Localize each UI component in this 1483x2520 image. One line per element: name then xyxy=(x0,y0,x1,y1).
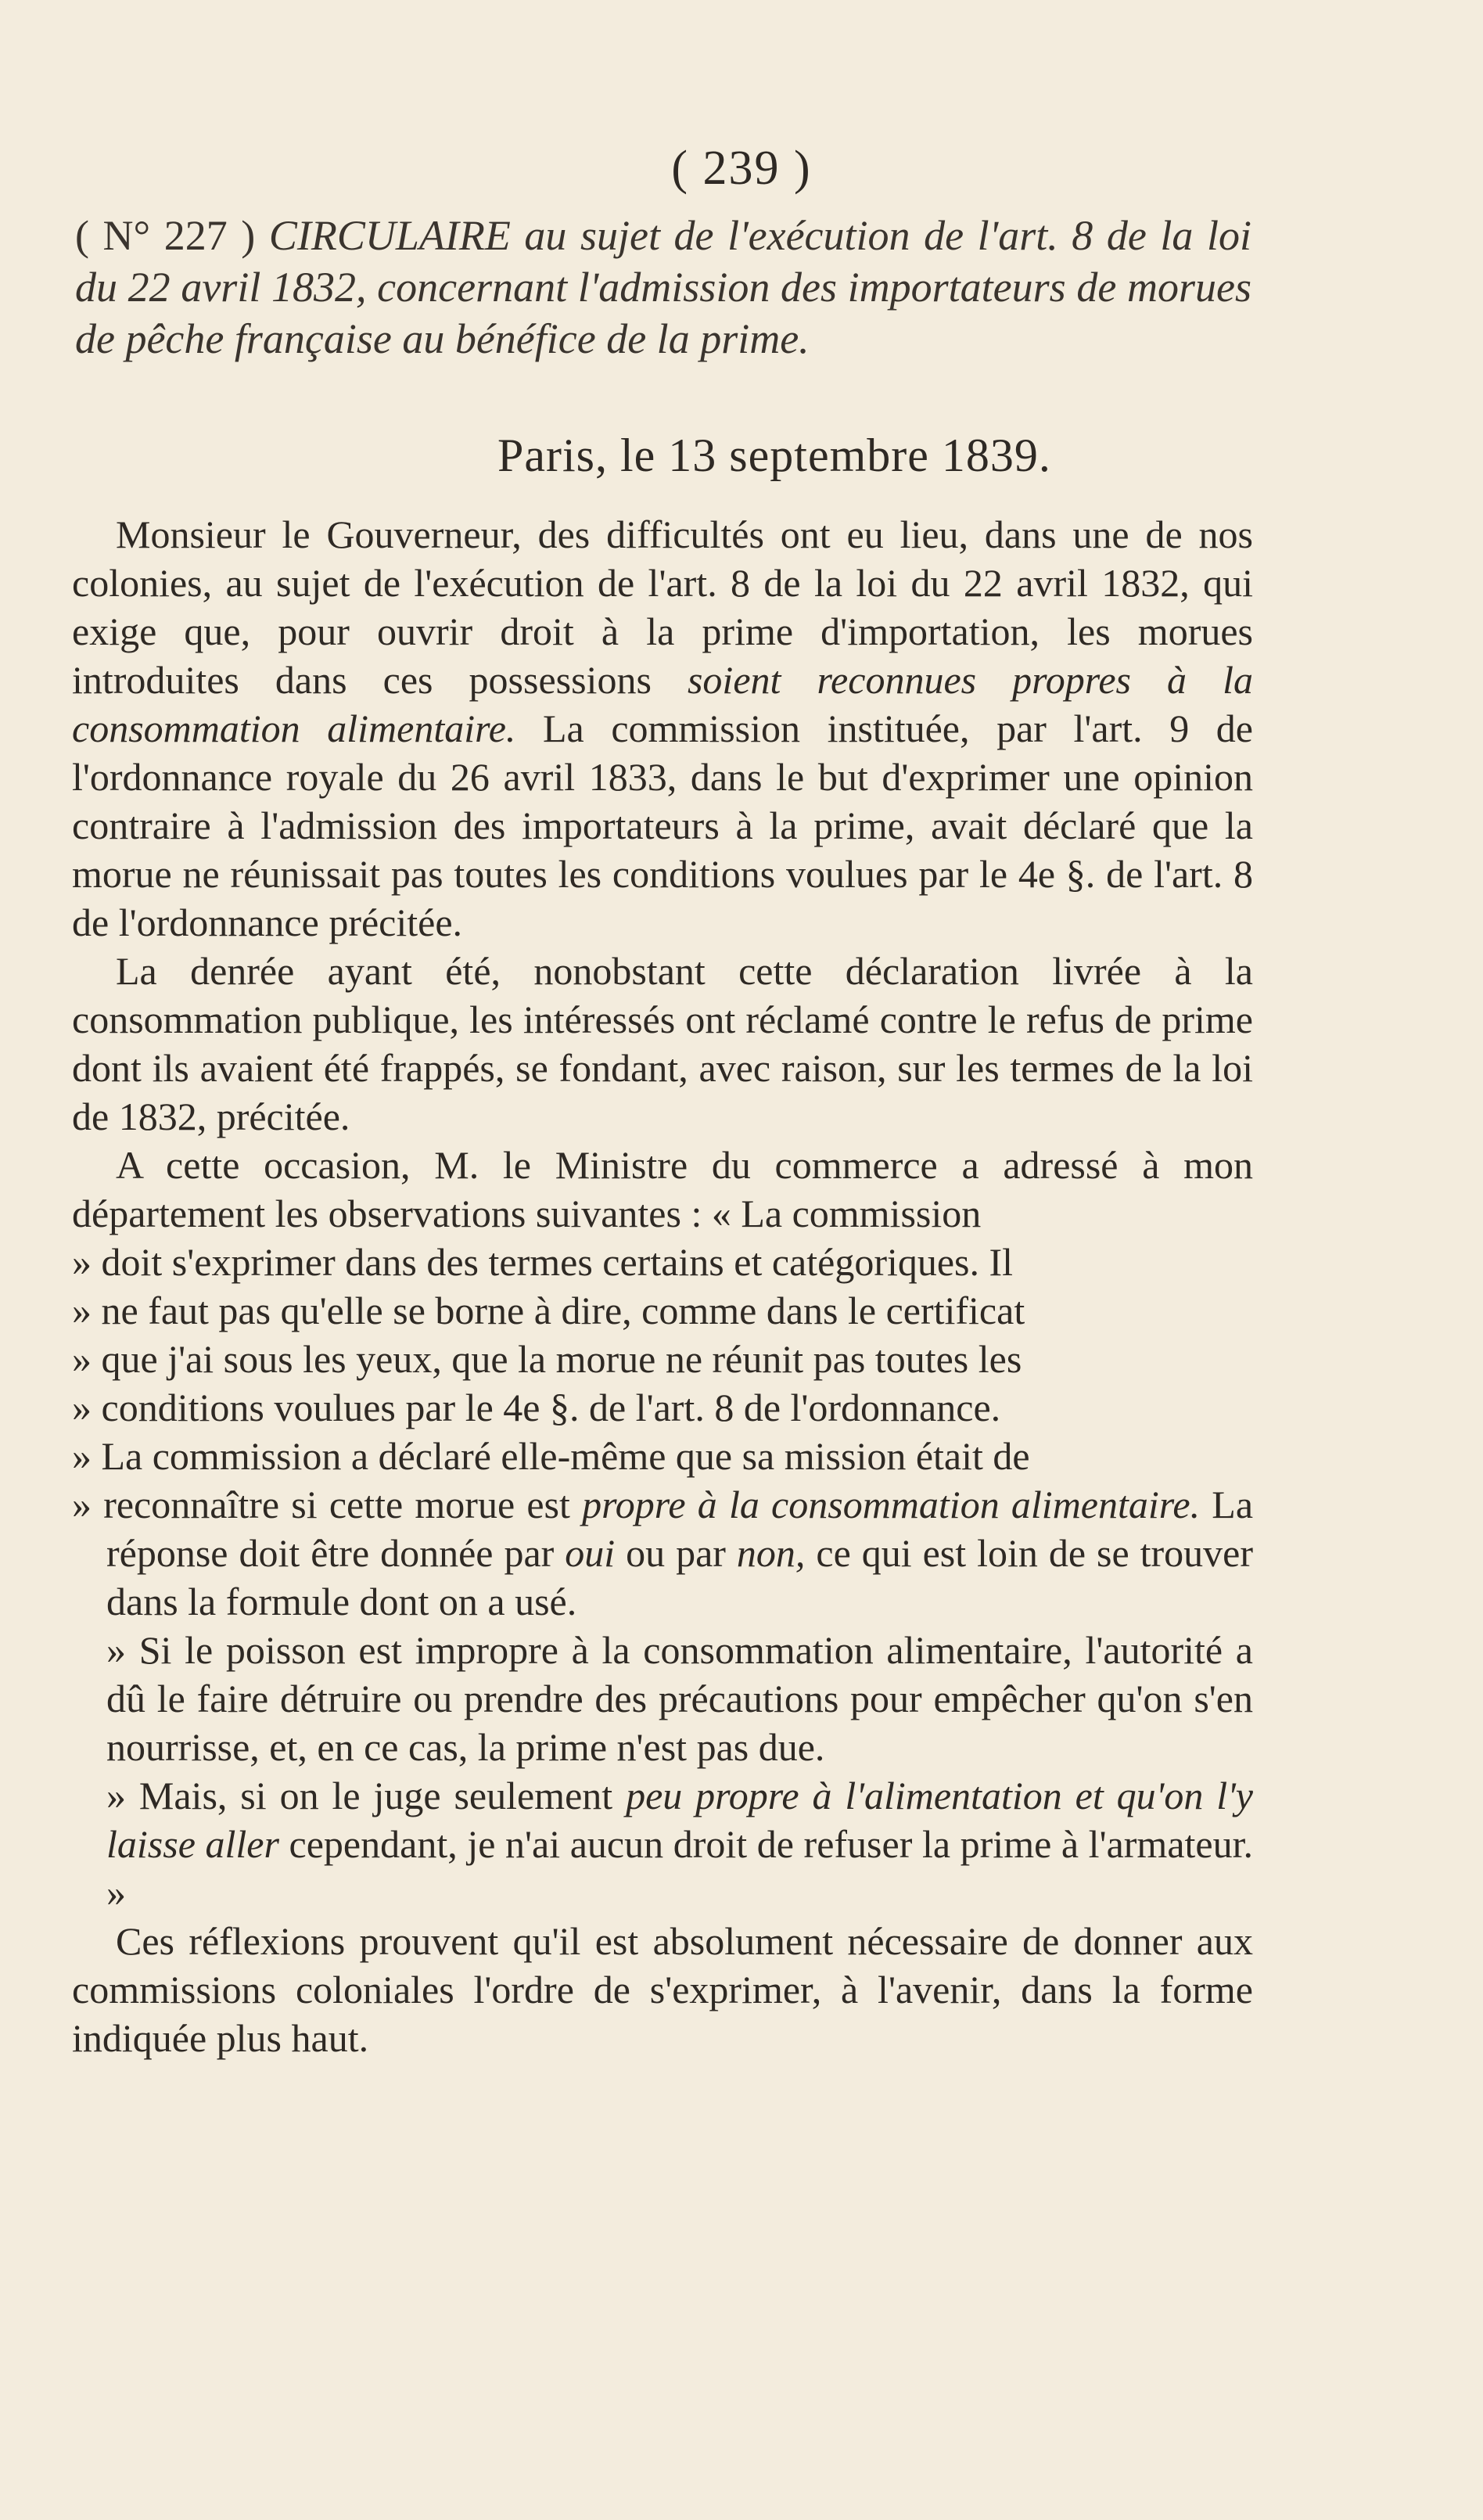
quote-emphasis: peu propre à l'alimentation et qu'on l'y laisse aller xyxy=(106,1774,1253,1866)
quote-line: » ne faut pas qu'elle se borne à dire, comme dans le certificat xyxy=(72,1289,1025,1332)
paragraph-1-continuation: La commission instituée, par l'art. 9 de l'ordonnance royale du 26 avril 1833, dans le but d'exprimer une opinion contraire à l'admission des importateurs à la prime, avait déclaré que la morue ne réunissait pas toutes les conditions voulues par le 4e §. de l'art. 8 de l'ordonnance précitée. xyxy=(72,706,1254,944)
circular-title: CIRCULAIRE au sujet de l'exécution de l'art. 8 de la loi du 22 avril 1832, concernant l'admission des importateurs de morues de pêche française au bénéfice de la prime. xyxy=(75,212,1252,362)
quote-line-emphasis xyxy=(72,1480,1253,1626)
quote-line: » doit s'exprimer dans des termes certains et catégoriques. Il xyxy=(72,1240,1014,1284)
quote-text: » Mais, si on le juge seulement xyxy=(106,1774,613,1817)
quote-text: La réponse doit être donnée par xyxy=(106,1483,1254,1575)
quote-text: » reconnaître si cette morue est xyxy=(72,1483,570,1526)
quote-line: » conditions voulues par le 4e §. de l'art. 8 de l'ordonnance. xyxy=(72,1386,1001,1429)
quote-line: » que j'ai sous les yeux, que la morue ne réunit pas toutes les xyxy=(72,1337,1022,1381)
quote-emphasis-non: non, xyxy=(736,1531,806,1575)
circular-number: ( N° 227 ) xyxy=(75,212,256,259)
quote-paragraph: » Si le poisson est impropre à la consommation alimentaire, l'autorité a dû le faire détruire ou prendre des précautions pour empêcher qu'on s'en nourrisse, et, en ce cas, la prime n'est pas due. xyxy=(106,1628,1253,1769)
quote-emphasis-oui: oui xyxy=(565,1531,616,1575)
quote-line: » La commission a déclaré elle-même que sa mission était de xyxy=(72,1434,1030,1478)
quote-text: cependant, je n'ai aucun droit de refuser la prime à l'armateur. » xyxy=(106,1822,1253,1914)
letter-body xyxy=(72,510,1253,2062)
paragraph-2: La denrée ayant été, nonobstant cette déclaration livrée à la consommation publique, les intéressés ont réclamé contre le refus de prime dont ils avaient été frappés, se fondant, avec raison, sur les termes de la loi de 1832, précitée. xyxy=(72,949,1253,1138)
paragraph-1 xyxy=(72,510,1253,947)
quote-text: ou par xyxy=(626,1531,726,1575)
circular-heading xyxy=(75,210,1251,365)
quote-paragraph-emphasis xyxy=(72,1771,1253,1917)
paragraph-4: Ces réflexions prouvent qu'il est absolument nécessaire de donner aux commissions coloniales l'ordre de s'exprimer, à l'avenir, dans la forme indiquée plus haut. xyxy=(72,1919,1253,2060)
paragraph-3: A cette occasion, M. le Ministre du commerce a adressé à mon département les observations suivantes : « La commission xyxy=(72,1143,1253,1235)
quote-emphasis: propre à la consommation alimentaire. xyxy=(582,1483,1201,1526)
paragraph-1-emphasis: soient reconnues propres à la consommation alimentaire. xyxy=(72,658,1254,750)
dateline: Paris, le 13 septembre 1839. xyxy=(497,430,1051,481)
quote-text: ce qui est loin de se trouver dans la formule dont on a usé. xyxy=(106,1531,1254,1623)
page-number: ( 239 ) xyxy=(671,142,812,195)
paragraph-1-text: Monsieur le Gouverneur, des difficultés ont eu lieu, dans une de nos colonies, au sujet de l'exécution de l'art. 8 de la loi du 22 avril 1832, qui exige que, pour ouvrir droit à la prime d'importation, les morues introduites dans ces possessions xyxy=(72,512,1253,702)
